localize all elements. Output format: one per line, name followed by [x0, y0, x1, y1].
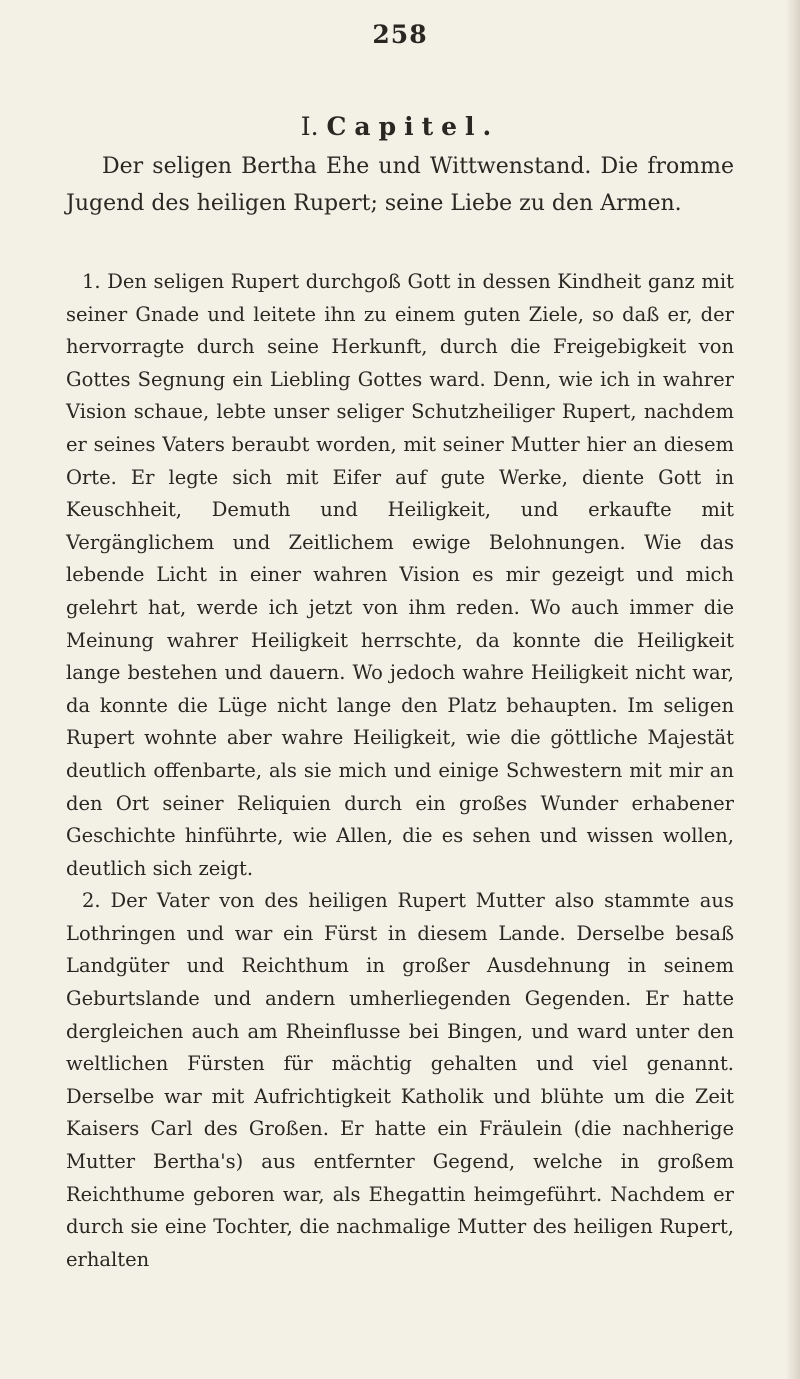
paragraph-2: 2. Der Vater von des heiligen Rupert Mutter also stammte aus Lothringen und war ein Fürst in diesem Lande. Derselbe besaß Landgüter und Reichthum in großer Ausdehnung in seinem Geburtslande und andern umherliegenden Gegenden. Er hatte dergleichen auch am Rheinflusse bei Bingen, und ward unter den weltlichen Fürsten für mächtig gehalten und viel genannt. Derselbe war mit Aufrichtigkeit Katholik und blühte um die Zeit Kaisers Carl des Großen. Er hatte ein Fräulein (die nachherige Mutter Bertha's) aus entfernter Gegend, welche in großem Reichthume geboren war, als Ehegattin heimgeführt. Nachdem er durch sie eine Tochter, die nachmalige Mutter des heiligen Rupert, erhalten — [66, 889, 734, 1271]
chapter-numeral: I. — [300, 112, 319, 141]
body-text — [66, 266, 734, 1276]
chapter-word: Capitel. — [326, 112, 500, 141]
paragraph-1: 1. Den seligen Rupert durchgoß Gott in dessen Kindheit ganz mit seiner Gnade und leitete ihn zu einem guten Ziele, so daß er, der hervorragte durch seine Herkunft, durch die Freigebigkeit von Gottes Segnung ein Liebling Gottes ward. Denn, wie ich in wahrer Vision schaue, lebte unser seliger Schutzheiliger Rupert, nachdem er seines Vaters beraubt worden, mit seiner Mutter hier an diesem Orte. Er legte sich mit Eifer auf gute Werke, diente Gott in Keuschheit, Demuth und Heiligkeit, und erkaufte mit Vergänglichem und Zeitlichem ewige Belohnungen. Wie das lebende Licht in einer wahren Vision es mir gezeigt und mich gelehrt hat, werde ich jetzt von ihm reden. Wo auch immer die Meinung wahrer Heiligkeit herrschte, da konnte die Heiligkeit lange bestehen und dauern. Wo jedoch wahre Heiligkeit nicht war, da konnte die Lüge nicht lange den Platz behaupten. Im seligen Rupert wohnte aber wahre Heiligkeit, wie die göttliche Majestät deutlich offenbarte, als sie mich und einige Schwestern mit mir an den Ort seiner Reliquien durch ein großes Wunder erhabener Geschichte hinführte, wie Allen, die es sehen und wissen wollen, deutlich sich zeigt. — [66, 270, 734, 880]
page-edge — [786, 0, 800, 1379]
page-number: 258 — [372, 20, 428, 49]
chapter-heading — [0, 112, 800, 141]
chapter-summary: Der seligen Bertha Ehe und Wittwenstand. Die fromme Jugend des heiligen Rupert; seine Liebe zu den Armen. — [66, 154, 734, 216]
